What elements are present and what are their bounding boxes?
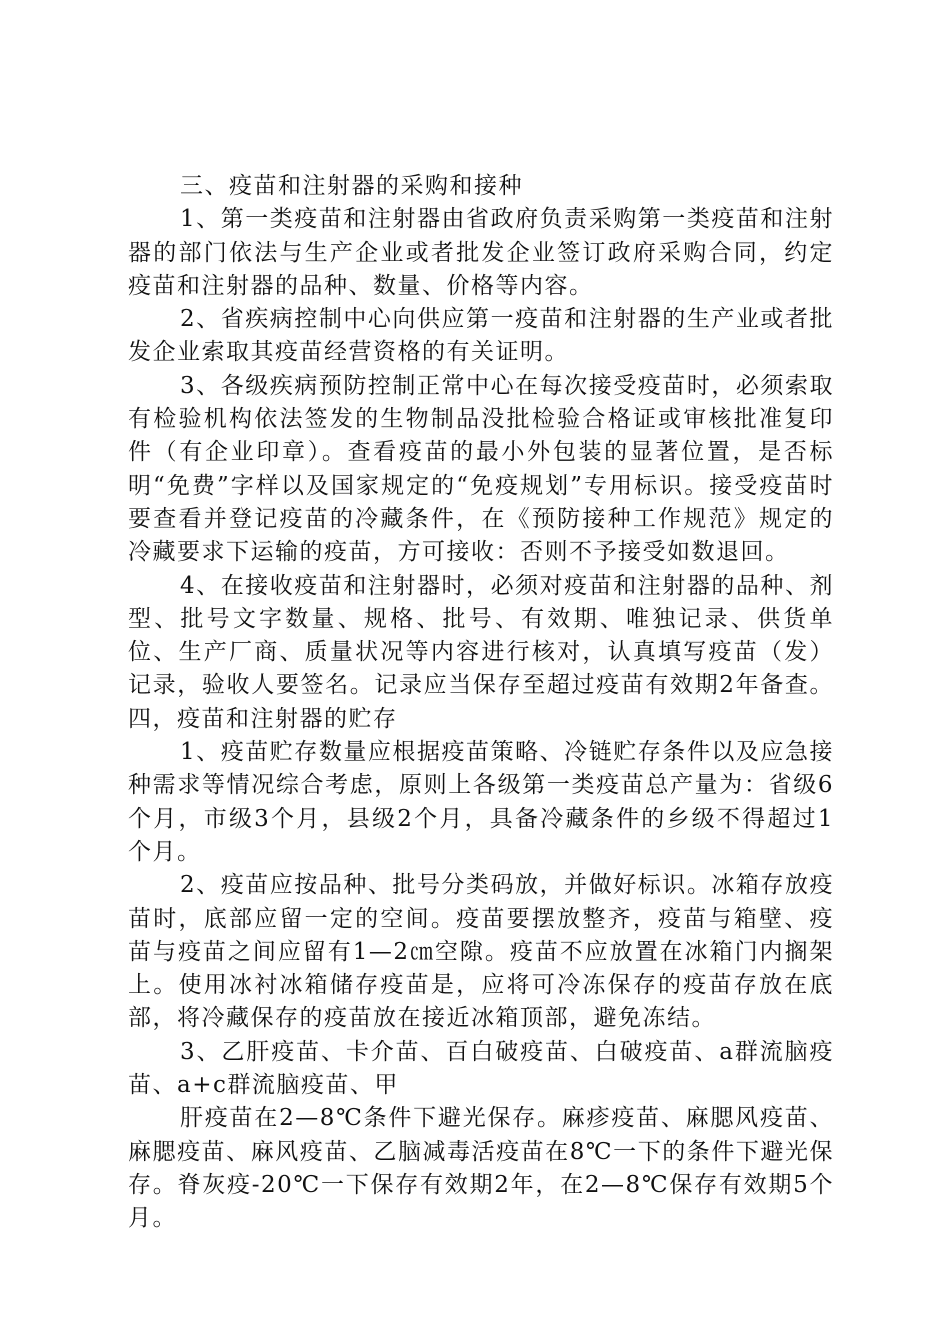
paragraph: 3、各级疾病预防控制正常中心在每次接受疫苗时，必须索取有检验机构依法签发的生物制品没批检验合格证或审核批准复印件（有企业印章）。查看疫苗的最小外包装的显著位置，是否标明“免费”字样以及国家规定的“免疫规划”专用标识。接受疫苗时要查看并登记疫苗的冷藏条件，在《预防接种工作规范》规定的冷藏要求下运输的疫苗，方可接收：否则不予接受如数退回。: [128, 372, 834, 566]
document-body: [128, 170, 834, 1236]
paragraph: 肝疫苗在2—8℃条件下避光保存。麻疹疫苗、麻腮风疫苗、麻腮疫苗、麻风疫苗、乙脑减毒活疫苗在8℃一下的条件下避光保存。脊灰疫-20℃一下保存有效期2年，在2—8℃保存有效期5个月。: [128, 1105, 834, 1232]
paragraph: 1、疫苗贮存数量应根据疫苗策略、冷链贮存条件以及应急接种需求等情况综合考虑，原则上各级第一类疫苗总产量为：省级6个月，市级3个月，县级2个月，具备冷藏条件的乡级不得超过1个月。: [128, 739, 834, 865]
paragraph: 2、疫苗应按品种、批号分类码放，并做好标识。冰箱存放疫苗时，底部应留一定的空间。疫苗要摆放整齐，疫苗与箱壁、疫苗与疫苗之间应留有1—2㎝空隙。疫苗不应放置在冰箱门内搁架上。使用冰衬冰箱储存疫苗是，应将可冷冻保存的疫苗存放在底部，将冷藏保存的疫苗放在接近冰箱顶部，避免冻结。: [128, 872, 834, 1032]
paragraph: 1、第一类疫苗和注射器由省政府负责采购第一类疫苗和注射器的部门依法与生产企业或者批发企业签订政府采购合同，约定疫苗和注射器的品种、数量、价格等内容。: [128, 206, 834, 299]
paragraph: 3、乙肝疫苗、卡介苗、百白破疫苗、白破疫苗、a群流脑疫苗、a+c群流脑疫苗、甲: [128, 1038, 834, 1099]
paragraph: 4、在接收疫苗和注射器时，必须对疫苗和注射器的品种、剂型、批号文字数量、规格、批号、有效期、唯独记录、供货单位、生产厂商、质量状况等内容进行核对，认真填写疫苗（发）记录，验收人要签名。记录应当保存至超过疫苗有效期2年备查。四，疫苗和注射器的贮存: [128, 572, 834, 732]
section-heading: 三、疫苗和注射器的采购和接种: [180, 173, 523, 199]
paragraph: 2、省疾病控制中心向供应第一疫苗和注射器的生产业或者批发企业索取其疫苗经营资格的有关证明。: [128, 306, 834, 366]
